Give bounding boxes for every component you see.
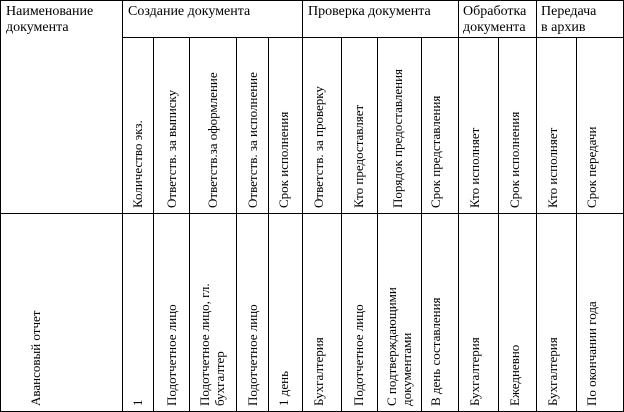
header-line: Кто исполняет — [467, 127, 482, 208]
corner-header — [6, 4, 93, 36]
col-header-exec-term — [276, 112, 291, 208]
col-header-archiver — [545, 128, 560, 208]
group-header-creation — [128, 4, 250, 20]
header-line: Ответств. за проверку — [311, 86, 326, 208]
col-header-check-resp — [311, 86, 326, 208]
row-name-cell — [28, 311, 43, 406]
cell-line: Подотчетное лицо — [245, 304, 260, 406]
cell-line: Бухгалтерия — [311, 337, 326, 406]
cell-line: Подотчетное лицо, гл. — [197, 283, 212, 406]
rule-group-process — [458, 0, 459, 412]
cell-line: С подтверждающими — [384, 287, 399, 406]
cell-line: Ежедневно — [507, 344, 522, 406]
header-line: Срок исполнения — [276, 111, 291, 208]
rule-col — [341, 37, 342, 412]
table-cell — [276, 371, 291, 406]
rule-col — [498, 37, 499, 412]
rule-col-name — [122, 0, 123, 412]
table-cell — [428, 297, 443, 406]
cell-line: бухгалтер — [212, 351, 227, 406]
col-header-count — [130, 120, 145, 208]
col-header-archive-term — [584, 127, 599, 208]
cell-line: Бухгалтерия — [467, 337, 482, 406]
col-header-exec-resp — [245, 72, 260, 208]
cell-line: В день составления — [428, 297, 443, 406]
col-header-provide-term — [428, 96, 443, 208]
rule-left — [0, 0, 1, 412]
group-header-check — [308, 4, 431, 20]
col-header-format-resp — [205, 72, 220, 208]
rule-col — [268, 37, 269, 412]
cell-line: 1 — [130, 399, 145, 406]
cell-line: 1 день — [276, 370, 291, 406]
table-cell — [384, 287, 414, 406]
rule-groups-bottom — [122, 37, 624, 38]
row-name: Авансовый отчет — [28, 310, 43, 406]
table-cell — [351, 304, 366, 406]
rule-col — [377, 37, 378, 412]
header-line: Наименование — [6, 4, 94, 19]
rule-col — [153, 37, 154, 412]
cell-line: Подотчетное лицо — [164, 304, 179, 406]
table-cell — [507, 345, 522, 406]
group-line: в архив — [541, 20, 586, 35]
header-line: Ответств.за оформление — [205, 72, 220, 208]
header-line: Срок передачи — [584, 126, 599, 208]
col-header-process-term — [507, 112, 522, 208]
header-line: Срок исполнения — [507, 111, 522, 208]
table-cell — [164, 304, 179, 406]
header-line: Ответств. за выписку — [164, 89, 179, 208]
group-line: Обработка — [463, 4, 527, 19]
group-line: Проверка документа — [308, 4, 431, 19]
table-cell — [311, 337, 326, 406]
cell-line: документами — [399, 332, 414, 406]
table-cell — [467, 337, 482, 406]
col-header-provide-order — [390, 69, 405, 208]
header-line: документа — [6, 20, 69, 35]
header-line: Кто предоставляет — [351, 104, 366, 208]
cell-line: Бухгалтерия — [545, 337, 560, 406]
rule-col — [576, 37, 577, 412]
col-header-issue-resp — [164, 90, 179, 208]
table-cell — [197, 283, 227, 406]
rule-top — [0, 0, 624, 1]
rule-header-bottom — [0, 213, 624, 214]
rule-col — [421, 37, 422, 412]
group-line: документа — [463, 20, 526, 35]
header-line: Кто исполняет — [545, 127, 560, 208]
table-cell — [130, 400, 145, 407]
header-line: Порядок предоставления — [390, 68, 405, 208]
rule-col — [189, 37, 190, 412]
header-line: Количество экз. — [130, 120, 145, 208]
cell-line: Подотчетное лицо — [351, 304, 366, 406]
header-line: Срок представления — [428, 95, 443, 208]
table-cell — [584, 301, 599, 406]
table-cell — [545, 337, 560, 406]
group-header-processing — [463, 4, 526, 36]
header-line: Ответств. за исполнение — [245, 72, 260, 208]
cell-line: По окончании года — [584, 301, 599, 406]
rule-group-check — [302, 0, 303, 412]
col-header-provider — [351, 105, 366, 208]
group-line: Создание документа — [128, 4, 251, 19]
rule-col — [236, 37, 237, 412]
group-line: Передача — [541, 4, 597, 19]
rule-group-archive — [536, 0, 537, 412]
group-header-archive — [541, 4, 596, 36]
table-cell — [245, 304, 260, 406]
col-header-processor — [467, 128, 482, 208]
